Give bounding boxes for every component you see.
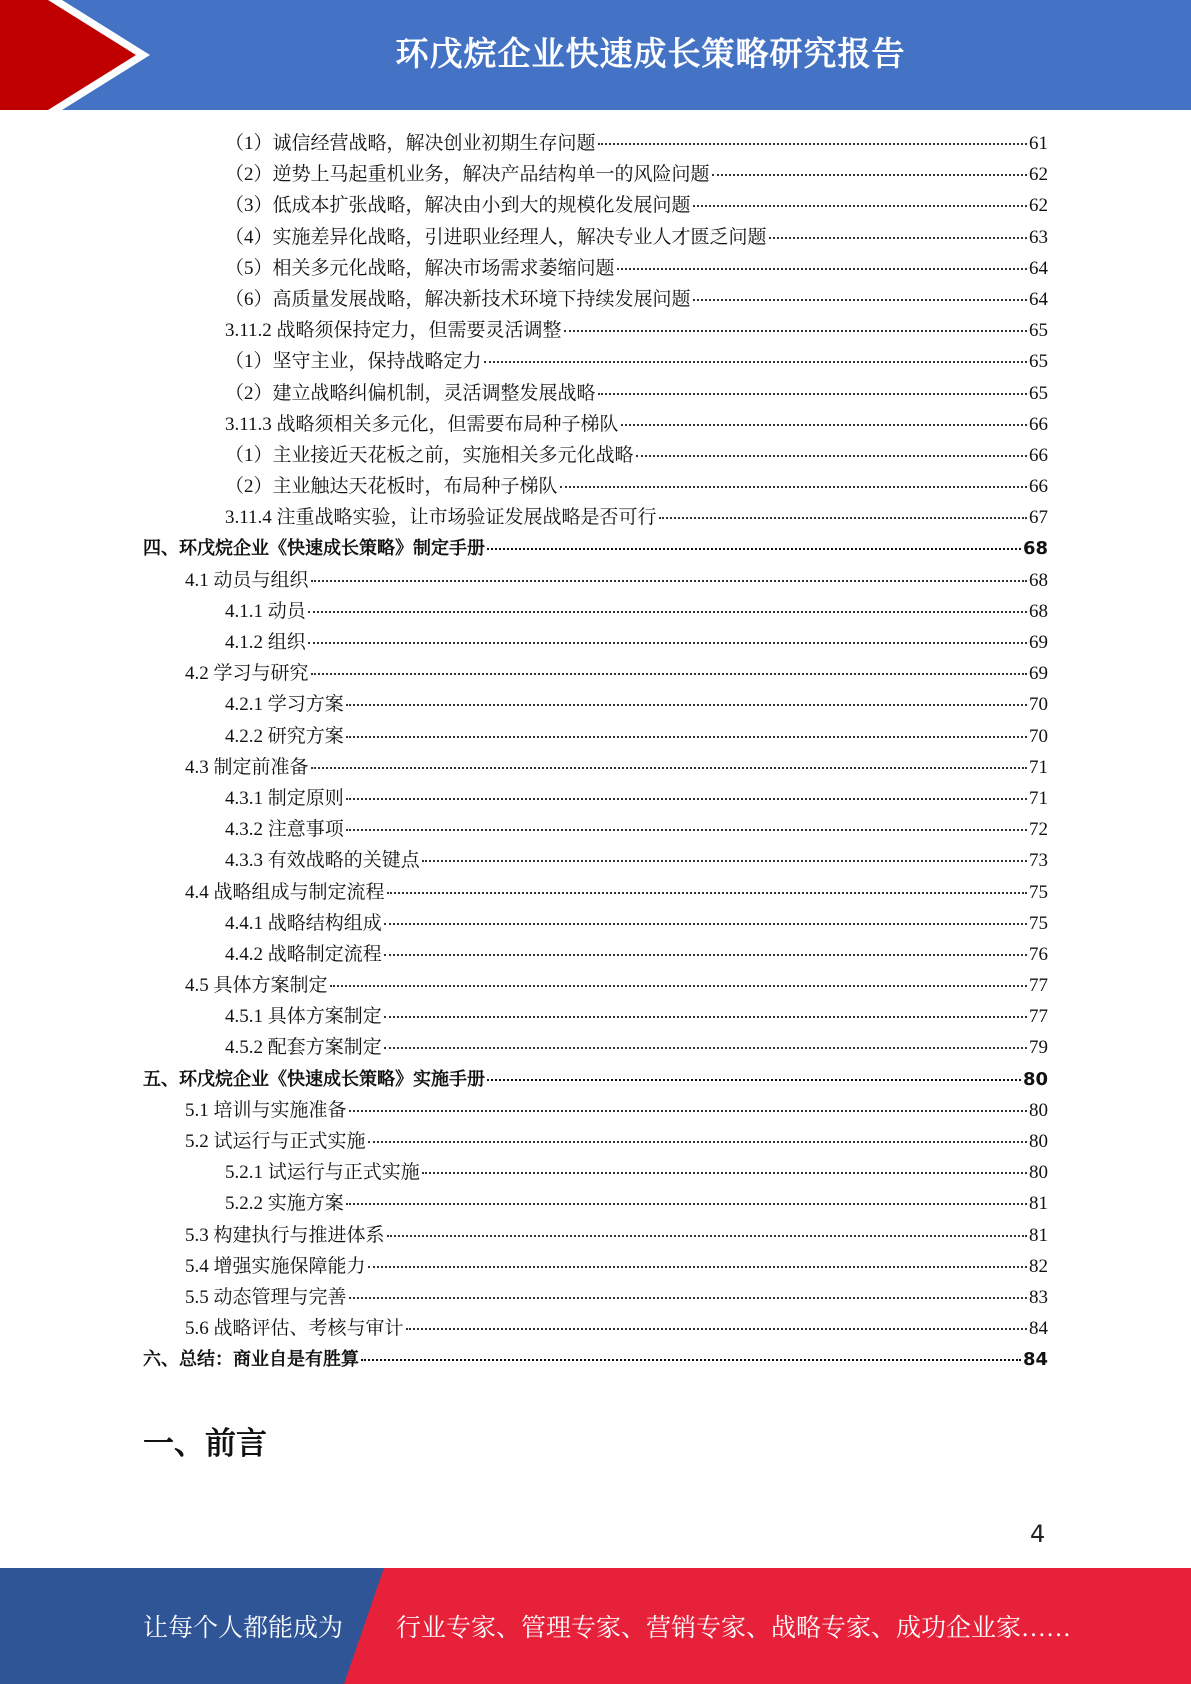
- toc-dot-leader: [384, 922, 1027, 925]
- toc-entry-text: （2）逆势上马起重机业务，解决产品结构单一的风险问题: [225, 164, 710, 186]
- toc-entry[interactable]: [143, 440, 1048, 471]
- toc-entry-text: 六、总结：商业自是有胜算: [143, 1349, 359, 1371]
- toc-entry-text: 3.11.3 战略须相关多元化，但需要布局种子梯队: [225, 413, 619, 435]
- toc-dot-leader: [346, 1202, 1027, 1205]
- toc-entry[interactable]: [143, 877, 1048, 908]
- toc-entry-text: 5.2.1 试运行与正式实施: [225, 1162, 420, 1184]
- toc-entry-text: 4.5.2 配套方案制定: [225, 1037, 382, 1059]
- toc-entry[interactable]: [143, 565, 1048, 596]
- toc-entry[interactable]: [143, 1344, 1048, 1375]
- toc-entry-page: 70: [1029, 725, 1048, 747]
- toc-entry[interactable]: [143, 128, 1048, 159]
- toc-entry-text: 5.4 增强实施保障能力: [185, 1255, 366, 1277]
- table-of-contents: [143, 128, 1048, 1376]
- toc-entry-page: 77: [1029, 1006, 1048, 1028]
- toc-entry[interactable]: [143, 1126, 1048, 1157]
- toc-dot-leader: [387, 891, 1027, 894]
- toc-entry-page: 77: [1029, 975, 1048, 997]
- toc-entry-page: 65: [1029, 382, 1048, 404]
- toc-dot-leader: [621, 423, 1027, 426]
- page-footer: [0, 1568, 1191, 1684]
- toc-dot-leader: [617, 267, 1027, 270]
- toc-entry-page: 68: [1022, 538, 1048, 560]
- toc-entry-page: 67: [1029, 507, 1048, 529]
- toc-entry[interactable]: [143, 471, 1048, 502]
- toc-entry-page: 75: [1029, 881, 1048, 903]
- toc-entry-page: 68: [1029, 569, 1048, 591]
- toc-dot-leader: [361, 1358, 1021, 1361]
- toc-entry-text: （3）低成本扩张战略，解决由小到大的规模化发展问题: [225, 195, 691, 217]
- toc-entry[interactable]: [143, 253, 1048, 284]
- toc-entry[interactable]: [143, 1032, 1048, 1063]
- toc-entry-page: 81: [1029, 1224, 1048, 1246]
- toc-entry-page: 80: [1022, 1068, 1048, 1090]
- toc-entry[interactable]: [143, 1282, 1048, 1313]
- toc-entry-text: 5.2 试运行与正式实施: [185, 1131, 366, 1152]
- toc-entry-page: 65: [1029, 351, 1048, 373]
- toc-dot-leader: [330, 984, 1027, 987]
- toc-entry-text: 5.6 战略评估、考核与审计: [185, 1318, 404, 1340]
- toc-entry-page: 63: [1029, 226, 1048, 248]
- toc-entry-text: 4.4 战略组成与制定流程: [185, 881, 385, 903]
- toc-entry-page: 68: [1029, 600, 1048, 622]
- toc-dot-leader: [384, 1046, 1027, 1049]
- toc-entry-page: 71: [1029, 756, 1048, 778]
- toc-entry[interactable]: [143, 908, 1048, 939]
- toc-entry-page: 62: [1029, 164, 1048, 186]
- toc-entry[interactable]: [143, 752, 1048, 783]
- toc-entry-page: 83: [1029, 1286, 1048, 1308]
- page-header: [0, 0, 1191, 110]
- toc-entry-page: 70: [1029, 694, 1048, 716]
- toc-entry-text: （1）坚守主业，保持战略定力: [225, 351, 482, 373]
- toc-entry[interactable]: [143, 284, 1048, 315]
- toc-entry-page: 66: [1029, 413, 1048, 435]
- toc-entry[interactable]: [143, 159, 1048, 190]
- toc-entry-page: 62: [1029, 195, 1048, 217]
- toc-entry-text: 5.1 培训与实施准备: [185, 1099, 347, 1121]
- toc-dot-leader: [487, 547, 1021, 550]
- toc-dot-leader: [349, 1296, 1027, 1299]
- toc-entry[interactable]: [143, 378, 1048, 409]
- toc-entry[interactable]: [143, 939, 1048, 970]
- toc-dot-leader: [406, 1327, 1027, 1330]
- toc-dot-leader: [769, 236, 1027, 239]
- toc-entry-page: 69: [1029, 663, 1048, 685]
- toc-dot-leader: [311, 766, 1027, 769]
- toc-dot-leader: [308, 641, 1027, 644]
- toc-entry[interactable]: [143, 1157, 1048, 1188]
- footer-slogan-right: 行业专家、管理专家、营销专家、战略专家、成功企业家……: [396, 1615, 1072, 1642]
- toc-entry[interactable]: [143, 783, 1048, 814]
- toc-entry-page: 81: [1029, 1193, 1048, 1215]
- toc-dot-leader: [384, 1015, 1027, 1018]
- toc-entry[interactable]: [143, 970, 1048, 1001]
- toc-dot-leader: [368, 1140, 1027, 1143]
- toc-entry-page: 69: [1029, 632, 1048, 653]
- toc-entry[interactable]: [143, 222, 1048, 253]
- toc-entry[interactable]: [143, 845, 1048, 876]
- toc-entry-text: （5）相关多元化战略，解决市场需求萎缩问题: [225, 257, 615, 279]
- toc-entry[interactable]: [143, 596, 1048, 627]
- toc-dot-leader: [387, 1234, 1027, 1237]
- toc-entry-page: 65: [1029, 320, 1048, 342]
- toc-dot-leader: [636, 454, 1027, 457]
- toc-dot-leader: [659, 516, 1027, 519]
- toc-dot-leader: [311, 579, 1027, 582]
- toc-entry-text: 4.2.2 研究方案: [225, 725, 344, 747]
- toc-entry-text: 4.3.3 有效战略的关键点: [225, 850, 420, 872]
- toc-dot-leader: [564, 329, 1027, 332]
- toc-entry-text: （1）主业接近天花板之前，实施相关多元化战略: [225, 444, 634, 466]
- toc-entry[interactable]: [143, 627, 1048, 658]
- toc-dot-leader: [346, 735, 1027, 738]
- section-heading: 一、前言: [143, 1426, 267, 1462]
- toc-entry-text: 四、环戊烷企业《快速成长策略》制定手册: [143, 538, 485, 560]
- toc-entry[interactable]: [143, 1064, 1048, 1095]
- toc-entry-text: 4.1 动员与组织: [185, 569, 309, 591]
- toc-entry[interactable]: [143, 1220, 1048, 1251]
- toc-dot-leader: [368, 1265, 1027, 1268]
- toc-entry-text: 5.3 构建执行与推进体系: [185, 1224, 385, 1246]
- toc-entry-page: 80: [1029, 1131, 1048, 1152]
- toc-dot-leader: [712, 173, 1027, 176]
- toc-dot-leader: [422, 1171, 1027, 1174]
- toc-dot-leader: [487, 1078, 1021, 1081]
- toc-entry-page: 80: [1029, 1162, 1048, 1184]
- toc-entry-page: 73: [1029, 850, 1048, 872]
- toc-dot-leader: [422, 859, 1027, 862]
- toc-entry[interactable]: [143, 409, 1048, 440]
- toc-entry[interactable]: [143, 346, 1048, 377]
- toc-entry-page: 79: [1029, 1037, 1048, 1059]
- toc-entry-page: 84: [1029, 1318, 1048, 1340]
- toc-entry-text: 5.5 动态管理与完善: [185, 1286, 347, 1308]
- toc-entry-page: 61: [1029, 133, 1048, 154]
- toc-entry-text: 4.3.1 制定原则: [225, 787, 344, 809]
- toc-entry-text: 4.3 制定前准备: [185, 756, 309, 778]
- toc-dot-leader: [346, 703, 1027, 706]
- toc-dot-leader: [346, 797, 1027, 800]
- toc-entry[interactable]: [143, 721, 1048, 752]
- toc-dot-leader: [693, 298, 1027, 301]
- toc-entry-page: 75: [1029, 912, 1048, 934]
- toc-entry-text: 4.5 具体方案制定: [185, 975, 328, 997]
- toc-entry[interactable]: [143, 533, 1048, 564]
- toc-entry[interactable]: [143, 1313, 1048, 1344]
- toc-entry[interactable]: [143, 1095, 1048, 1126]
- toc-entry-page: 76: [1029, 943, 1048, 965]
- toc-entry-text: 4.1.2 组织: [225, 632, 306, 653]
- report-title: 环戊烷企业快速成长策略研究报告: [395, 34, 906, 73]
- toc-entry-text: 4.3.2 注意事项: [225, 819, 344, 841]
- toc-entry-text: 3.11.4 注重战略实验，让市场验证发展战略是否可行: [225, 507, 657, 529]
- toc-entry-page: 72: [1029, 819, 1048, 841]
- toc-entry-page: 66: [1029, 476, 1048, 498]
- toc-entry-text: （2）主业触达天花板时，布局种子梯队: [225, 476, 558, 498]
- toc-entry-text: 4.5.1 具体方案制定: [225, 1006, 382, 1028]
- toc-dot-leader: [598, 142, 1027, 145]
- toc-entry-page: 66: [1029, 444, 1048, 466]
- toc-dot-leader: [311, 672, 1027, 675]
- toc-entry[interactable]: [143, 315, 1048, 346]
- toc-entry[interactable]: [143, 814, 1048, 845]
- toc-entry-page: 64: [1029, 288, 1048, 310]
- toc-entry[interactable]: [143, 1251, 1048, 1282]
- toc-entry-text: 5.2.2 实施方案: [225, 1193, 344, 1215]
- toc-entry[interactable]: [143, 502, 1048, 533]
- toc-entry-text: 4.1.1 动员: [225, 600, 306, 622]
- toc-entry-page: 80: [1029, 1099, 1048, 1121]
- toc-entry[interactable]: [143, 1001, 1048, 1032]
- toc-entry[interactable]: [143, 190, 1048, 221]
- toc-entry-page: 82: [1029, 1255, 1048, 1277]
- toc-dot-leader: [349, 1109, 1027, 1112]
- toc-entry-text: （1）诚信经营战略，解决创业初期生存问题: [225, 133, 596, 154]
- footer-slogan-left: 让每个人都能成为: [143, 1615, 344, 1642]
- toc-entry-text: （6）高质量发展战略，解决新技术环境下持续发展问题: [225, 288, 691, 310]
- page-number: 4: [1030, 1520, 1046, 1548]
- toc-entry-page: 84: [1022, 1349, 1048, 1371]
- toc-entry-text: （4）实施差异化战略，引进职业经理人，解决专业人才匮乏问题: [225, 226, 767, 248]
- toc-entry-page: 64: [1029, 257, 1048, 279]
- toc-dot-leader: [308, 610, 1027, 613]
- toc-dot-leader: [384, 953, 1027, 956]
- toc-entry-text: 4.2.1 学习方案: [225, 694, 344, 716]
- toc-dot-leader: [693, 204, 1027, 207]
- toc-entry[interactable]: [143, 658, 1048, 689]
- toc-dot-leader: [560, 485, 1027, 488]
- toc-entry-text: 4.4.1 战略结构组成: [225, 912, 382, 934]
- toc-entry-text: 3.11.2 战略须保持定力，但需要灵活调整: [225, 320, 562, 342]
- toc-entry-text: 五、环戊烷企业《快速成长策略》实施手册: [143, 1068, 485, 1090]
- toc-entry-text: 4.4.2 战略制定流程: [225, 943, 382, 965]
- toc-dot-leader: [346, 828, 1027, 831]
- toc-entry[interactable]: [143, 689, 1048, 720]
- toc-entry-text: （2）建立战略纠偏机制，灵活调整发展战略: [225, 382, 596, 404]
- toc-entry[interactable]: [143, 1188, 1048, 1219]
- toc-dot-leader: [484, 360, 1027, 363]
- toc-entry-text: 4.2 学习与研究: [185, 663, 309, 685]
- toc-dot-leader: [598, 392, 1027, 395]
- toc-entry-page: 71: [1029, 787, 1048, 809]
